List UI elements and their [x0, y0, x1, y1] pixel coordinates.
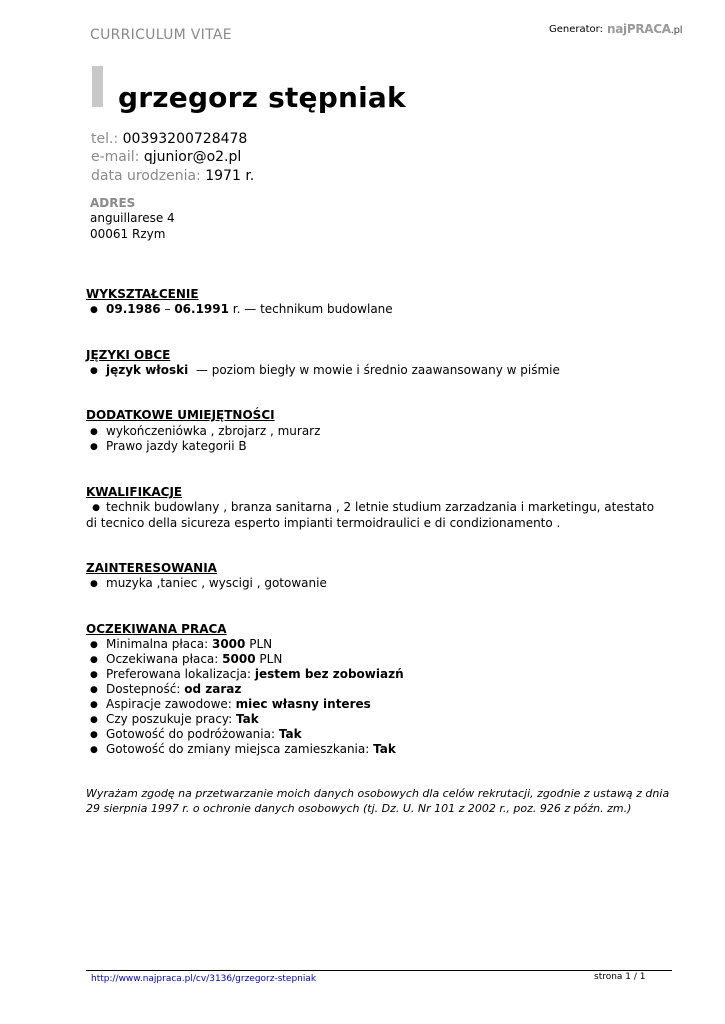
education-list	[90, 302, 393, 317]
logo-domain: .pl	[670, 25, 683, 36]
list-item	[90, 697, 404, 712]
education-heading: WYKSZTAŁCENIE	[86, 287, 199, 301]
job-suffix: PLN	[259, 652, 283, 666]
qualifications-line-2: di tecnico della sicureza esperto impianti termoidraulici e di condizionamento .	[86, 516, 561, 530]
birth-value: 1971 r.	[205, 168, 255, 184]
interests-list	[90, 576, 327, 591]
list-item	[90, 712, 404, 727]
bullet-icon: ●	[90, 442, 98, 452]
list-item	[90, 302, 393, 317]
najpraca-logo[interactable]	[607, 22, 682, 36]
job-value: 5000	[222, 652, 256, 666]
address-line-2: 00061 Rzym	[90, 227, 166, 241]
qualifications-heading: KWALIFIKACJE	[86, 485, 183, 499]
phone-label: tel.:	[91, 131, 119, 147]
logo-brand: najPRACA	[606, 22, 671, 36]
skill-item: Prawo jazdy kategorii B	[106, 439, 247, 453]
gdpr-consent-clause	[86, 786, 686, 816]
person-name: grzegorz stępniak	[118, 81, 406, 114]
skills-list	[90, 424, 320, 454]
skill-item: wykończeniówka , zbrojarz , murarz	[106, 424, 321, 438]
education-date-to: 06.1991	[174, 302, 229, 316]
education-dash: –	[164, 302, 171, 316]
skills-heading: DODATKOWE UMIEJĘTNOŚCI	[86, 408, 275, 422]
bullet-icon: ●	[90, 700, 98, 710]
bullet-icon: ●	[90, 427, 98, 437]
job-list	[90, 637, 404, 757]
job-label: Oczekiwana płaca:	[106, 652, 219, 666]
address-line-1: anguillarese 4	[90, 211, 175, 225]
list-item	[90, 667, 404, 682]
job-label: Dostepność:	[106, 682, 181, 696]
bullet-icon: ●	[90, 305, 98, 315]
list-item	[90, 682, 404, 697]
bullet-icon: ●	[90, 640, 98, 650]
bullet-icon: ●	[90, 579, 98, 589]
languages-list	[90, 363, 560, 378]
education-date-from: 09.1986	[106, 302, 161, 316]
job-value: 3000	[211, 637, 246, 651]
job-label: Minimalna płaca:	[106, 637, 209, 651]
bullet-icon: ●	[90, 730, 98, 740]
job-label: Gotowość do podróżowania:	[106, 727, 276, 741]
bullet-icon: ●	[90, 685, 98, 695]
email-line	[91, 149, 241, 165]
language-level: — poziom biegły w mowie i średnio zaawansowany w piśmie	[195, 363, 560, 377]
job-label: Aspiracje zawodowe:	[106, 697, 232, 711]
list-item	[90, 727, 404, 742]
bullet-icon: ●	[90, 670, 98, 680]
consent-line-1: Wyrażam zgodę na przetwarzanie moich danych osobowych dla celów rekrutacji, zgodnie z ustawą z dnia	[86, 787, 670, 800]
language-name: język włoski	[106, 363, 189, 377]
job-value: miec własny interes	[235, 697, 371, 711]
address-heading: ADRES	[90, 196, 136, 210]
footer-divider	[86, 970, 672, 971]
job-suffix: PLN	[249, 637, 273, 651]
qualifications-line-1: technik budowlany , branza sanitarna , 2 letnie studium zarzadzania i marketingu, atestato	[106, 500, 655, 514]
list-item	[90, 576, 327, 591]
job-value: Tak	[373, 742, 396, 756]
consent-line-2: 29 sierpnia 1997 r. o ochronie danych osobowych (tj. Dz. U. Nr 101 z 2002 r., poz. 926 z późn. zm.)	[86, 802, 632, 815]
qualifications-text	[86, 500, 676, 531]
job-label: Gotowość do zmiany miejsca zamieszkania:	[106, 742, 370, 756]
generator-label: Generator:	[549, 23, 603, 35]
job-heading: OCZEKIWANA PRACA	[86, 622, 227, 636]
list-item	[90, 637, 404, 652]
languages-heading: JĘZYKI OBCE	[86, 348, 171, 362]
job-value: Tak	[278, 727, 302, 741]
list-item	[90, 424, 320, 439]
document-title: CURRICULUM VITAE	[90, 27, 232, 43]
bullet-icon: ●	[92, 503, 100, 513]
list-item	[90, 652, 404, 667]
education-desc: r. — technikum budowlane	[232, 302, 393, 316]
job-value: jestem bez zobowiazń	[254, 667, 404, 681]
name-accent-bar	[92, 66, 103, 107]
phone-line	[91, 131, 247, 147]
job-label: Preferowana lokalizacja:	[106, 667, 252, 681]
job-value: Tak	[236, 712, 259, 726]
birth-line	[91, 168, 254, 184]
email-label: e-mail:	[91, 149, 140, 165]
bullet-icon: ●	[90, 745, 98, 755]
bullet-icon: ●	[90, 366, 98, 376]
phone-value: 00393200728478	[122, 131, 248, 147]
job-value: od zaraz	[184, 682, 242, 696]
list-item	[90, 363, 560, 378]
footer-cv-link[interactable]: http://www.najpraca.pl/cv/3136/grzegorz-stepniak	[91, 974, 317, 984]
job-label: Czy poszukuje pracy:	[106, 712, 233, 726]
list-item	[90, 439, 320, 454]
email-value: qjunior@o2.pl	[143, 149, 242, 165]
bullet-icon: ●	[90, 655, 98, 665]
list-item	[90, 742, 404, 757]
birth-label: data urodzenia:	[91, 168, 201, 184]
interests-heading: ZAINTERESOWANIA	[86, 561, 217, 575]
bullet-icon: ●	[90, 715, 98, 725]
generator-credit	[549, 22, 682, 36]
page-number: strona 1 / 1	[594, 972, 646, 982]
interest-item: muzyka ,taniec , wyscigi , gotowanie	[106, 576, 327, 590]
